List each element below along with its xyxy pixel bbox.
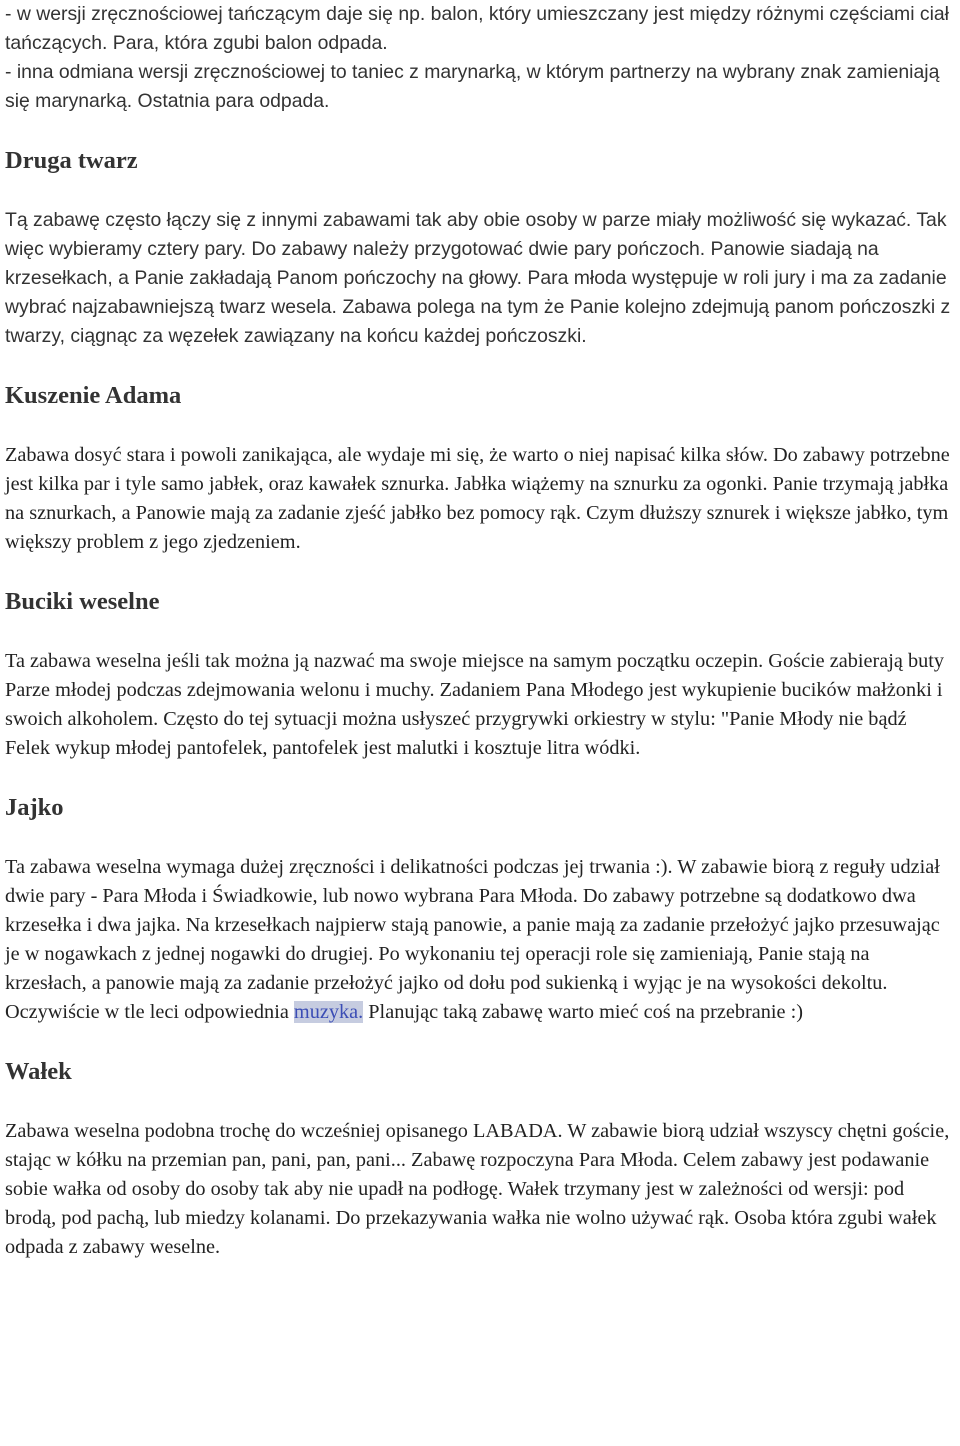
intro-paragraph-balloon: - w wersji zręcznościowej tańczącym daje się np. balon, który umieszczany jest między różnymi częściami ciał tańczących. Para, która zgubi balon odpada. <box>5 3 949 54</box>
section-text-buciki-weselne: Ta zabawa weselna jeśli tak można ją nazwać ma swoje miejsce na samym początku oczepin. Goście zabierają buty Parze młodej podczas zdejmowania welonu i muchy. Zadaniem Pana Młodego jest wykupienie bucików małżonki i swoich alkoholem. Często do tej sytuacji można usłyszeć przygrywki orkiestry w stylu: "Panie Młody nie bądź Felek wykup młodej pantofelek, pantofelek jest malutki i kosztuje litra wódki. <box>5 650 944 759</box>
section-title-druga-twarz: Druga twarz <box>5 147 138 174</box>
intro-paragraph-jacket: - inna odmiana wersji zręcznościowej to taniec z marynarką, w którym partnerzy na wybrany znak zamieniają się marynarką. Ostatnia para odpada. <box>5 61 940 112</box>
jajko-text-after: Planując taką zabawę warto mieć coś na przebranie :) <box>363 1001 803 1023</box>
section-title-walek: Wałek <box>5 1058 72 1085</box>
section-text-kuszenie-adama: Zabawa dosyć stara i powoli zanikająca, ale wydaje mi się, że warto o niej napisać kilka słów. Do zabawy potrzebne jest kilka par i tyle samo jabłek, oraz kawałek sznurka. Jabłka wiążemy na sznurku za ogonki. Panie trzymają jabłka na sznurkach, a Panowie mają za zadanie zjeść jabłko bez pomocy rąk. Czym dłuższy sznurek i większe jabłko, tym większy problem z jego zjedzeniem. <box>5 444 950 553</box>
jajko-text-before: Ta zabawa weselna wymaga dużej zręczności i delikatności podczas jej trwania :). W zabawie biorą z reguły udział dwie pary - Para Młoda i Świadkowie, lub nowo wybrana Para Młoda. Do zabawy potrzebne są dodatkowo dwa krzesełka i dwa jajka. Na krzesełkach najpierw stają panowie, a panie mają za zadanie przełożyć jajko przesuwając je w nogawkach z jednej nogawki do drugiej. Po wykonaniu tej operacji role się zamieniają, Panie stają na krzesłach, a panowie mają za zadanie przełożyć jajko od dołu pod sukienką i wyjąc je na wysokości dekoltu. Oczywiście w tle leci odpowiednia <box>5 856 940 1023</box>
section-text-jajko <box>5 853 954 1027</box>
section-title-jajko: Jajko <box>5 794 64 821</box>
section-title-kuszenie-adama: Kuszenie Adama <box>5 382 182 409</box>
section-title-buciki-weselne: Buciki weselne <box>5 588 160 615</box>
section-text-walek: Zabawa weselna podobna trochę do wcześniej opisanego LABADA. W zabawie biorą udział wszyscy chętni goście, stając w kółku na przemian pan, pani, pan, pani... Zabawę rozpoczyna Para Młoda. Celem zabawy jest podawanie sobie wałka od osoby do osoby tak aby nie upadł na podłogę. Wałek trzymany jest w zależności od wersji: pod brodą, pod pachą, lub miedzy kolanami. Do przekazywania wałka nie wolno używać rąk. Osoba która zgubi wałek odpada z zabawy weselne. <box>5 1120 950 1258</box>
muzyka-link[interactable]: muzyka. <box>293 1001 364 1023</box>
section-text-druga-twarz: Tą zabawę często łączy się z innymi zabawami tak aby obie osoby w parze miały możliwość się wykazać. Tak więc wybieramy cztery pary. Do zabawy należy przygotować dwie pary pończoch. Panowie siadają na krzesełkach, a Panie zakładają Panom pończochy na głowy. Para młoda występuje w roli jury i ma za zadanie wybrać najzabawniejszą twarz wesela. Zabawa polega na tym że Panie kolejno zdejmują panom pończoszki z twarzy, ciągnąc za węzełek zawiązany na końcu każdej pończoszki. <box>5 209 951 347</box>
